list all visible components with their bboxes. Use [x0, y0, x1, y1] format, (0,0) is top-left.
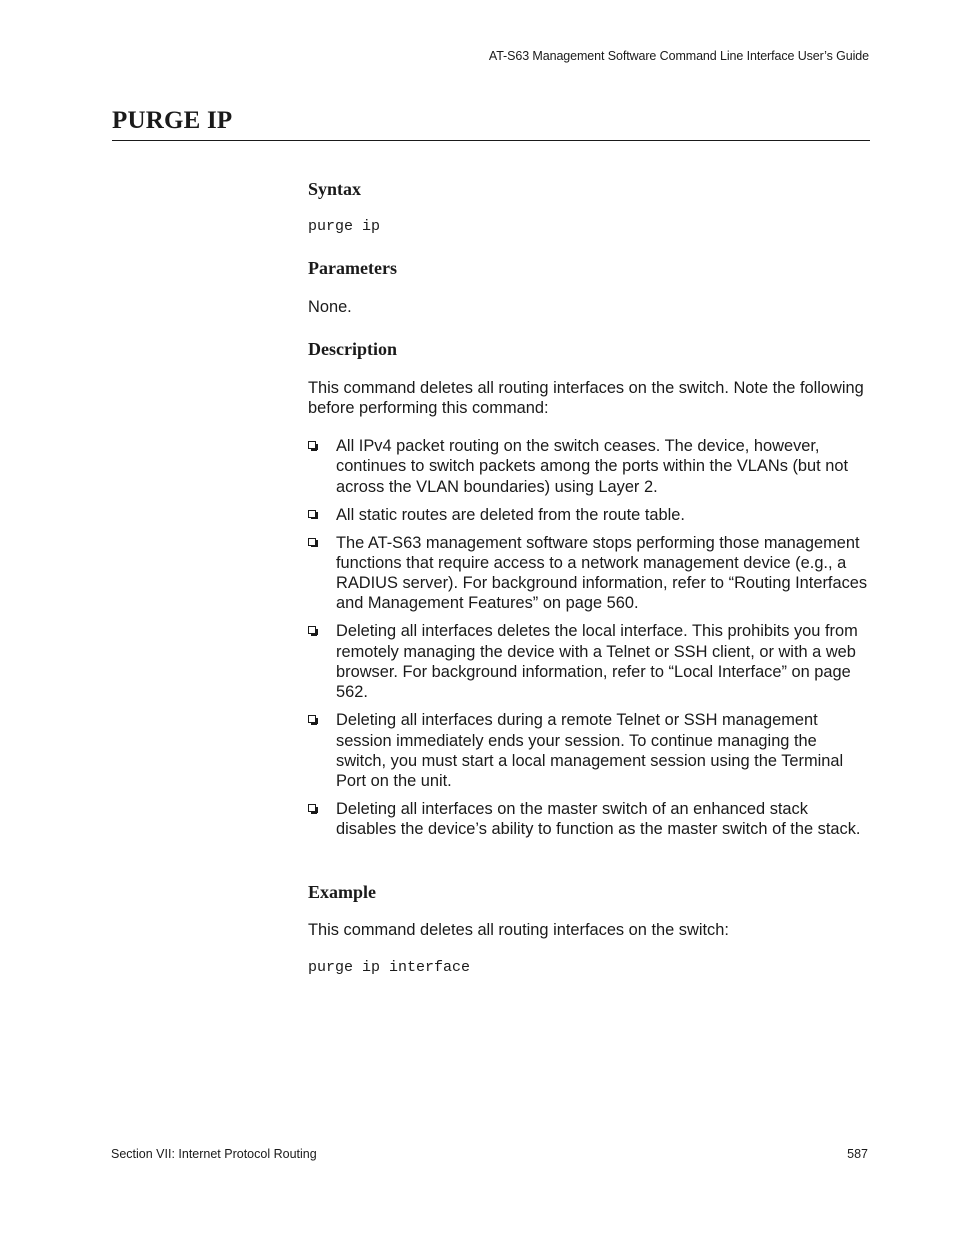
example-text: This command deletes all routing interfaces on the switch:	[308, 921, 729, 939]
bullet-text: Deleting all interfaces during a remote Telnet or SSH management session immediately ends your session. To continue managing the switch, you must start a local management session using the Terminal Port on the unit.	[336, 711, 844, 791]
parameters-heading: Parameters	[308, 258, 397, 278]
page-title: PURGE IP	[112, 107, 233, 134]
list-item	[308, 436, 870, 497]
list-item	[308, 710, 870, 791]
description-bullet-list	[308, 436, 870, 847]
bullet-text: The AT-S63 management software stops performing those management functions that require access to a network management device (e.g., a RADIUS server). For background information, refer to “Routing Interfaces and Management Features” on page 560.	[336, 533, 868, 613]
syntax-command: purge ip	[308, 218, 381, 235]
list-item	[308, 505, 870, 525]
square-bullet-icon	[308, 538, 316, 546]
bullet-text: All static routes are deleted from the route table.	[336, 505, 685, 524]
syntax-heading: Syntax	[308, 179, 362, 199]
footer-section-title: Section VII: Internet Protocol Routing	[111, 1147, 317, 1161]
parameters-text: None.	[308, 298, 352, 316]
title-rule	[112, 140, 870, 141]
square-bullet-icon	[308, 715, 316, 723]
list-item	[308, 799, 870, 840]
bullet-text: Deleting all interfaces on the master switch of an enhanced stack disables the device’s ability to function as the master switch of the stack.	[336, 800, 861, 839]
list-item	[308, 621, 870, 702]
square-bullet-icon	[308, 626, 316, 634]
description-intro: This command deletes all routing interfaces on the switch. Note the following before performing this command:	[308, 379, 864, 418]
description-heading: Description	[308, 339, 397, 359]
square-bullet-icon	[308, 804, 316, 812]
example-command: purge ip interface	[308, 959, 471, 976]
footer-page-number: 587	[847, 1147, 868, 1161]
bullet-text: All IPv4 packet routing on the switch ceases. The device, however, continues to switch packets among the ports within the VLANs (but not across the VLAN boundaries) using Layer 2.	[336, 437, 849, 496]
bullet-text: Deleting all interfaces deletes the local interface. This prohibits you from remotely managing the device with a Telnet or SSH client, or with a web browser. For background information, refer to “Local Interface” on page 562.	[336, 622, 858, 702]
example-heading: Example	[308, 882, 377, 902]
list-item	[308, 533, 870, 614]
square-bullet-icon	[308, 441, 316, 449]
running-header: AT-S63 Management Software Command Line Interface User’s Guide	[488, 49, 869, 63]
square-bullet-icon	[308, 510, 316, 518]
